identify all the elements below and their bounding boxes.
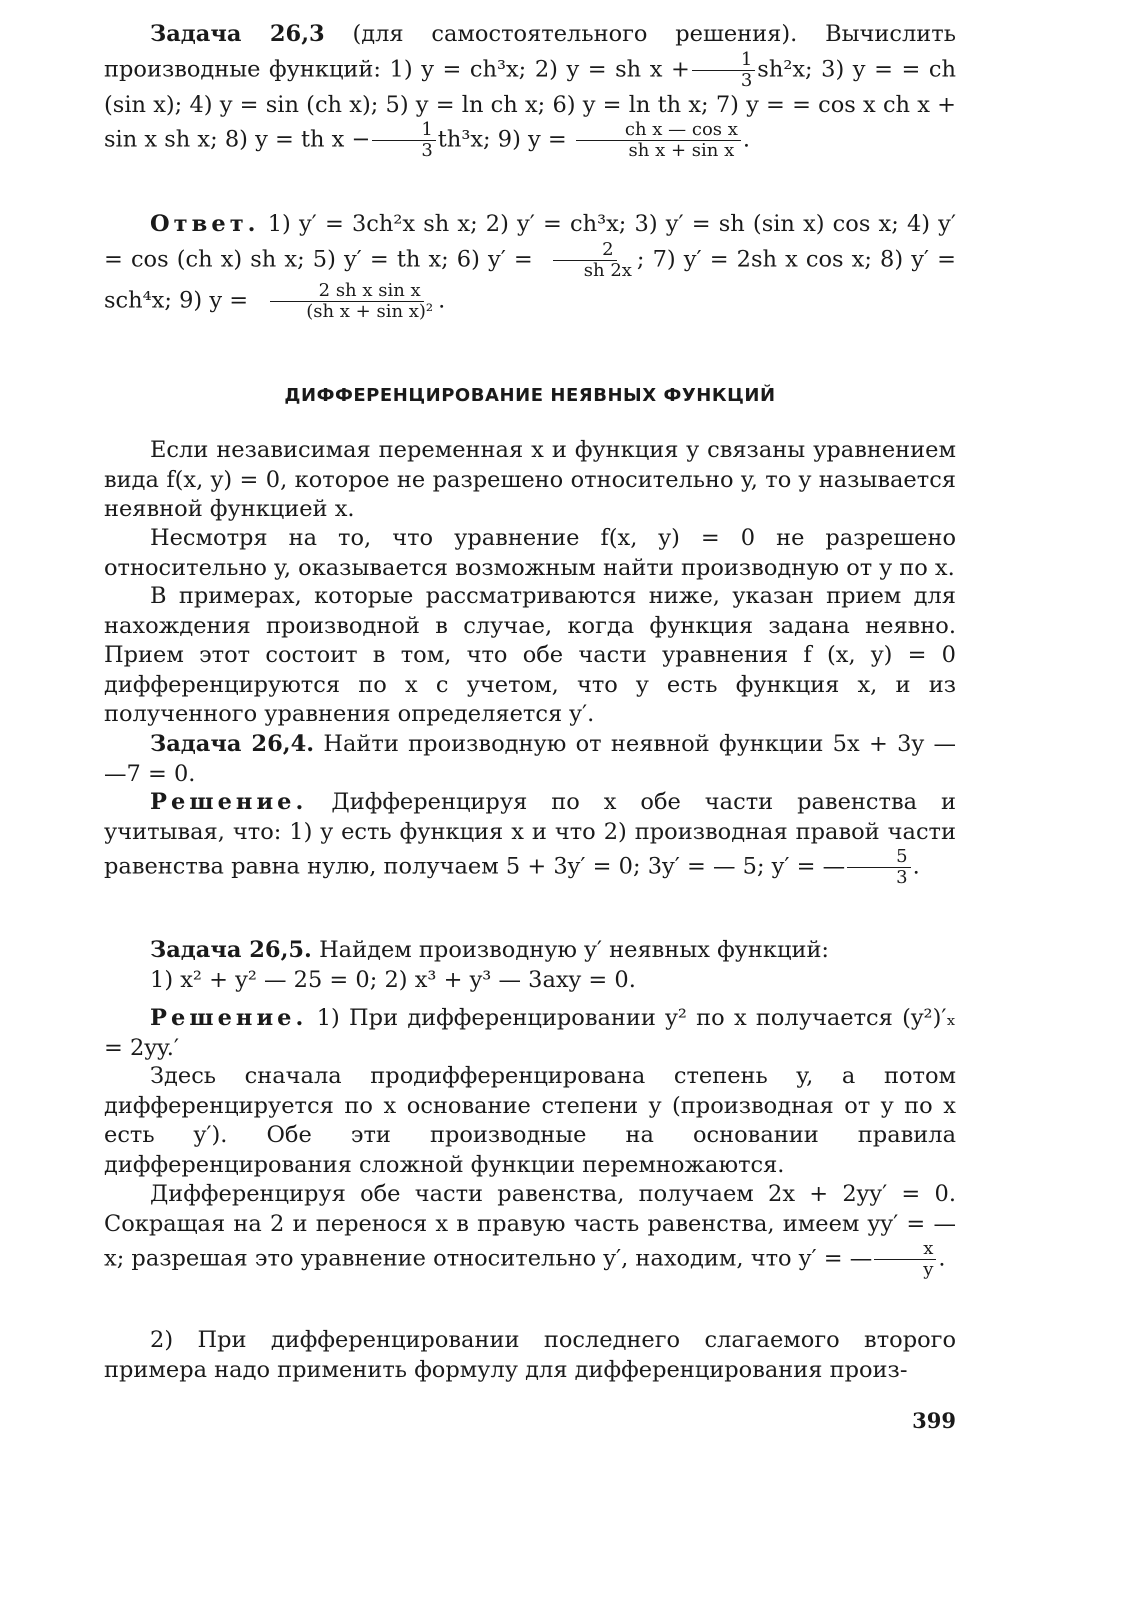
exercise-text: Найдем производную y′ неявных функций: xyxy=(319,937,830,963)
fraction-numerator: 2 sh x sin x xyxy=(270,281,424,302)
fraction-numerator: 1 xyxy=(692,50,755,71)
solution-text: Дифференцируя по x обе части равенства и учитывая, что: 1) y есть функция x и что 2) производная правой части равенства равна нулю, получаем 5 + 3y′ = 0; 3y′ = — 5; y′ = — xyxy=(104,789,957,880)
paragraph-text: Дифференцируя обе части равенства, получаем 2x + 2yy′ = 0. Сокращая на 2 и перенося x в правую часть равенства, имеем yy′ = — x; разрешая это уравнение относительно y′, находим, что y′ = — xyxy=(104,1181,956,1272)
answer-text: 1) y′ = 3ch²x sh x; 2) y′ = ch³x; 3) y′ = sh (sin x) cos x; 4) y′ = cos (ch x) sh x; 5) y′ = th x; 6) y′ = xyxy=(104,211,957,273)
fraction-numerator: 1 xyxy=(372,120,435,141)
exercise-text: Найти производную от неявной функции 5x + 3y — —7 = 0. xyxy=(104,731,956,787)
fraction-denominator: y xyxy=(923,1259,934,1281)
paragraph-method: В примерах, которые рассматриваются ниже, указан прием для нахождения производной в случае, когда функция задана неявно. Прием этот состоит в том, что обе части уравнения f (x, y) = 0 дифференцируются по x с учетом, что y есть функция x, и из полученного уравнения определяется y′. xyxy=(104,583,956,727)
exercise-26-5-equations: 1) x² + y² — 25 = 0; 2) x³ + y³ — 3axy = 0. xyxy=(150,967,636,993)
exercise-label: Задача 26,5. xyxy=(150,937,312,963)
exercise-26-5 xyxy=(104,936,956,966)
fraction-denominator: 3 xyxy=(740,69,753,91)
exercise-text: th³x; 9) y = xyxy=(437,126,567,153)
paragraph-text: . xyxy=(938,1245,946,1272)
exercise-text: (для самостоятельного решения). Вычислить производные функций: 1) y = ch³x; 2) y = sh x + xyxy=(104,21,956,83)
exercise-label: Задача 26,4. xyxy=(150,731,315,757)
fraction xyxy=(576,120,741,161)
fraction-denominator: sh 2x xyxy=(583,259,632,281)
solution-text: . xyxy=(912,853,920,880)
fraction xyxy=(257,281,436,322)
fraction xyxy=(692,50,755,91)
answer-text: . xyxy=(438,287,446,314)
fraction xyxy=(372,120,435,161)
paragraph-part2: 2) При дифференцировании последнего слагаемого второго примера надо применить формулу для дифференцирования произ- xyxy=(104,1327,956,1383)
fraction-denominator: 3 xyxy=(896,867,908,889)
solution-26-4 xyxy=(104,788,956,888)
page-number: 399 xyxy=(912,1408,956,1433)
answer-text: ; 7) y′ = 2sh x cos x; 8) y′ = sch⁴x; 9) y = xyxy=(104,246,956,314)
solution-label: Решение. xyxy=(150,1005,308,1031)
exercise-26-4 xyxy=(104,730,956,789)
fraction xyxy=(874,1239,936,1280)
fraction xyxy=(847,847,910,888)
fraction-numerator: 5 xyxy=(847,847,910,868)
paragraph-chain-rule: Здесь сначала продифференцирована степень y, а потом дифференцируется по x основание степени y (производная от y по x есть y′). Обе эти производные на основании правила дифференцирования сложной функции перемножаются. xyxy=(104,1063,956,1178)
paragraph-derivative-possible: Несмотря на то, что уравнение f(x, y) = 0 не разрешено относительно y, оказывается возможным найти производную от y по x. xyxy=(104,525,956,581)
fraction-denominator: 3 xyxy=(421,140,433,162)
answer-26-3 xyxy=(104,210,956,322)
exercise-text: . xyxy=(742,126,751,153)
section-heading: ДИФФЕРЕНЦИРОВАНИЕ НЕЯВНЫХ ФУНКЦИЙ xyxy=(284,385,776,406)
fraction-denominator: (sh x + sin x)² xyxy=(306,300,434,322)
fraction xyxy=(535,240,635,281)
fraction-numerator: x xyxy=(874,1239,936,1260)
solution-label: Решение. xyxy=(150,789,308,815)
solution-text: 1) При дифференцировании y² по x получается (y²)′ₓ = 2yy.′ xyxy=(104,1005,956,1061)
exercise-26-3 xyxy=(104,20,956,162)
exercise-text: sh²x; 3) y = = ch (sin x); 4) y = sin (ch x); 5) y = ln ch x; 6) y = ln th x; 7) y = = cos x ch x + sin x sh x; 8) y = th x − xyxy=(104,56,956,153)
answer-label: Ответ. xyxy=(150,211,260,237)
exercise-label: Задача 26,3 xyxy=(150,21,325,47)
fraction-numerator: 2 xyxy=(553,240,616,261)
fraction-numerator: ch x — cos x xyxy=(576,120,741,141)
fraction-denominator: sh x + sin x xyxy=(628,140,735,162)
paragraph-solve-derivative xyxy=(104,1180,956,1280)
paragraph-implicit-definition: Если независимая переменная x и функция y связаны уравнением вида f(x, y) = 0, которое не разрешено относительно y, то y называется неявной функцией x. xyxy=(104,437,956,522)
solution-26-5-part1 xyxy=(104,1004,956,1063)
